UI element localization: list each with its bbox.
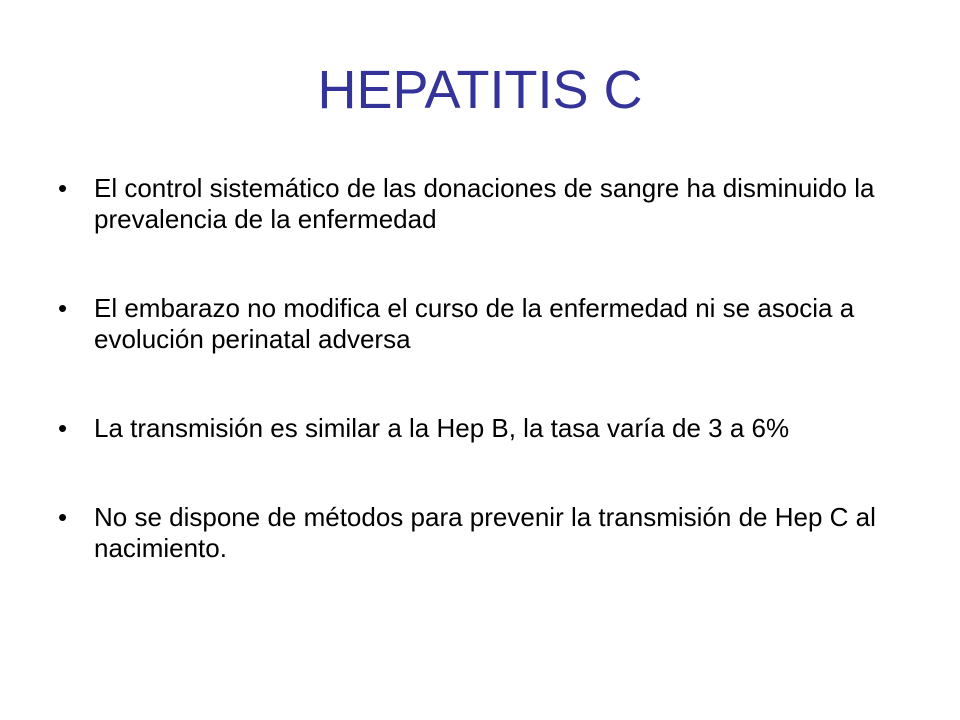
bullet-marker: • xyxy=(58,173,68,203)
bullet-text: La transmisión es similar a la Hep B, la tasa varía de 3 a 6% xyxy=(94,413,790,443)
bullet-text: No se dispone de métodos para prevenir la transmisión de Hep C al nacimiento. xyxy=(94,502,876,563)
bullet-item xyxy=(58,293,898,355)
bullet-marker: • xyxy=(58,293,68,323)
bullet-text: El control sistemático de las donaciones de sangre ha disminuido la prevalencia de la enfermedad xyxy=(94,173,875,234)
bullet-marker: • xyxy=(58,413,68,443)
bullet-text: El embarazo no modifica el curso de la enfermedad ni se asocia a evolución perinatal adversa xyxy=(94,293,855,354)
bullet-item xyxy=(58,502,898,564)
slide-title: HEPATITIS C xyxy=(317,60,643,120)
bullet-item xyxy=(58,173,898,235)
bullet-item xyxy=(58,413,898,444)
bullet-marker: • xyxy=(58,502,68,532)
bullet-list xyxy=(58,173,898,622)
